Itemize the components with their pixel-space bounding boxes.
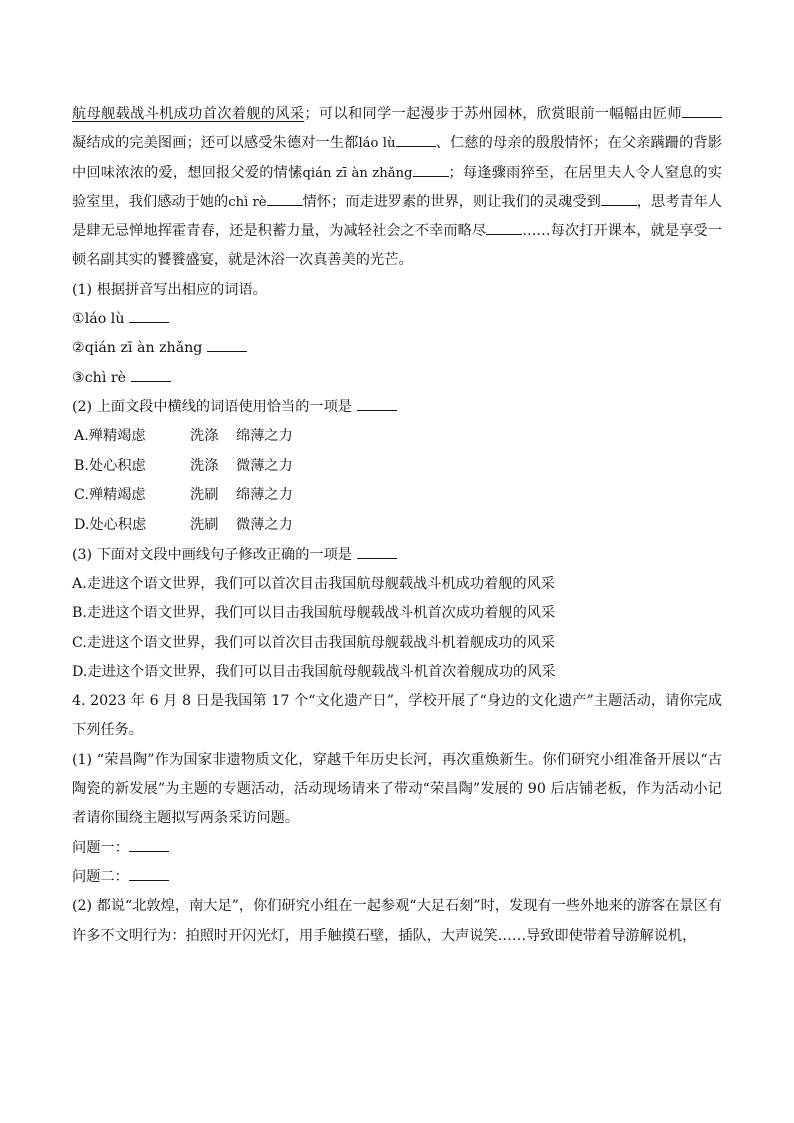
q3-option-c[interactable]: C.走进这个语文世界，我们可以首次目击我国航母舰载战斗机着舰成功的风采: [72, 634, 556, 651]
underlined-sentence: 航母舰载战斗机成功首次着舰的风采: [72, 106, 305, 122]
q1-item-3: ③chì rè: [72, 364, 722, 393]
answer-blank[interactable]: [207, 336, 247, 352]
answer-blank[interactable]: [129, 865, 169, 881]
answer-blank[interactable]: [357, 543, 397, 559]
answer-blank[interactable]: [357, 395, 397, 411]
q4-intro: 4. 2023 年 6 月 8 日是我国第 17 个“文化遗产日”，学校开展了“身边的文化遗产”主题活动，请你完成下列任务。: [72, 693, 722, 739]
answer-blank[interactable]: [486, 219, 522, 235]
q2-option-d[interactable]: D.处心积虑 洗刷 微薄之力: [74, 517, 293, 534]
answer-blank[interactable]: [267, 190, 303, 206]
q4-sub2: (2) 都说“北敦煌，南大足”，你们研究小组在一起参观“大足石刻”时，发现有一些外地来的游客在景区有许多不文明行为：拍照时开闪光灯，用手触摸石壁，插队，大声说笑……导致即使带着导游解说机，: [72, 898, 722, 944]
q3-option-a[interactable]: A.走进这个语文世界，我们可以首次目击我国航母舰载战斗机成功着舰的风采: [72, 575, 555, 592]
answer-blank[interactable]: [131, 366, 171, 382]
q4-question-1: 问题一：: [72, 834, 722, 863]
q2-prompt: (2) 上面文段中横线的词语使用恰当的一项是: [72, 393, 722, 422]
answer-blank[interactable]: [129, 307, 169, 323]
answer-blank[interactable]: [682, 102, 722, 118]
answer-blank[interactable]: [413, 161, 449, 177]
passage-paragraph: 航母舰载战斗机成功首次着舰的风采；可以和同学一起漫步于苏州园林，欣赏眼前一幅幅由匠师凝结成的完美图画；还可以感受朱德对一生都láo lù 、仁慈的母亲的殷殷情怀；在父亲蹒跚的背影中回味浓浓的爱，想回报父爱的情愫qián zī àn zhǎng ；每逢骤雨猝至，在居里夫人令人窒息的实验室里，我们感动于她的chì rè 情怀；而走进罗素的世界，则让我们的灵魂受到 ，思考青年人是肆无忌惮地挥霍青春，还是积蓄力量，为减轻社会之不幸而略尽 ……每次打开课本，就是享受一顿名副其实的饕餮盛宴，就是沐浴一次真善美的光芒。: [72, 100, 722, 276]
q3-option-b[interactable]: B.走进这个语文世界，我们可以目击我国航母舰载战斗机首次成功着舰的风采: [72, 605, 556, 622]
answer-blank[interactable]: [601, 190, 637, 206]
exam-page: [72, 100, 722, 951]
q4-question-2: 问题二：: [72, 863, 722, 892]
q3-option-d[interactable]: D.走进这个语文世界，我们可以目击我国航母舰载战斗机首次着舰成功的风采: [72, 663, 556, 680]
q2-option-a[interactable]: A.殚精竭虑 洗涤 绵薄之力: [74, 428, 293, 445]
q1-item-1: ①láo lù: [72, 305, 722, 334]
q1-prompt: (1) 根据拼音写出相应的词语。: [72, 281, 267, 298]
q2-option-c[interactable]: C.殚精竭虑 洗刷 绵薄之力: [74, 487, 293, 504]
q3-prompt: (3) 下面对文段中画线句子修改正确的一项是: [72, 541, 722, 570]
q4-sub1: (1) “荣昌陶”作为国家非遗物质文化，穿越千年历史长河，再次重焕新生。你们研究小组准备开展以“古陶瓷的新发展”为主题的专题活动，活动现场请来了带动“荣昌陶”发展的 90 后店铺老板，作为活动小记者请你围绕主题拟写两条采访问题。: [72, 751, 722, 827]
answer-blank[interactable]: [129, 836, 169, 852]
q1-item-2: ②qián zī àn zhǎng: [72, 334, 722, 363]
answer-blank[interactable]: [396, 131, 436, 147]
q2-option-b[interactable]: B.处心积虑 洗涤 微薄之力: [74, 457, 293, 474]
